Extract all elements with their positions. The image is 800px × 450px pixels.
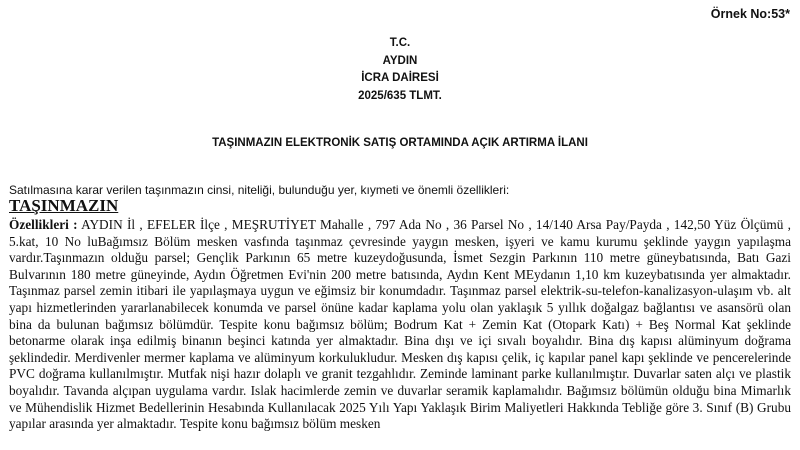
header-line-office: İCRA DAİRESİ — [361, 72, 439, 84]
features-label: Özellikleri : — [9, 217, 78, 232]
form-number: Örnek No:53* — [710, 7, 790, 21]
header-line-country: T.C. — [389, 37, 411, 49]
notice-title: TAŞINMAZIN ELEKTRONİK SATIŞ ORTAMINDA AÇIK ARTIRMA İLANI — [212, 137, 588, 149]
intro-text: Satılmasına karar verilen taşınmazın cinsi, niteliği, bulunduğu yer, kıymeti ve önemli özellikleri: — [9, 183, 510, 197]
header-line-file-number: 2025/635 TLMT. — [358, 89, 442, 102]
document-header — [0, 35, 800, 105]
property-features-paragraph — [9, 217, 791, 433]
features-text: AYDIN İl , EFELER İlçe , MEŞRUTİYET Mahalle , 797 Ada No , 36 Parsel No , 14/140 Arsa Pay/Payda , 142,50 Yüz Ölçümü , 5.kat, 10 No luBağımsız Bölüm mesken vasfında taşınmaz çevresinde yaygın mesken, işyeri ve kamu kurumu şeklinde yaygın yapılaşma vardır.Taşınmazın olduğu parsel; Gençlik Parkının 65 metre kuzeydoğusunda, İsmet Sezgin Parkının 110 metre güneybatısında, Batı Gazi Bulvarının 180 metre güneyinde, Aydın Öğretmen Evi'nin 200 metre batısında, Aydın Kent MEydanın 1,10 km kuzeybatısında yer almaktadır. Taşınmaz parsel zemin itibari ile yapılaşmaya uygun ve eğimsiz bir konumdadır. Taşınmaz parsel elektrik-su-telefon-kanalizasyon-ulaşım vb. alt yapı hizmetlerinden yararlanabilecek konumda ve parsel önüne kadar kaplama yolu olan yaklaşık 5 yıllık doğalgaz bağlantısı ve asansörü olan bina da bulunan bağımsız bölümdür. Tespite konu bağımsız bölüm; Bodrum Kat + Zemin Kat (Otopark Katı) + Beş Normal Kat şeklinde betonarme olarak inşa edilmiş binanın beşinci katında yer almaktadır. Bina dışı ve içi sıvalı boyalıdır. Bina dış kapısı alüminyum doğrama şeklindedir. Merdivenler mermer kaplama ve alüminyum korkulukludur. Mesken dış kapısı çelik, iç kapılar panel kapı şeklinde ve pencerelerinde PVC doğrama kullanılmıştır. Mutfak nişi hazır dolaplı ve granit tezgahlıdır. Zeminde laminant parke kullanılmıştır. Duvarlar saten alçı ve plastik boyalıdır. Tavanda alçıpan uygulama vardır. Islak hacimlerde zemin ve duvarlar seramik kaplamalıdır. Bağımsız bölümün olduğu bina Mimarlık ve Mühendislik Hizmet Bedellerinin Hesabında Kullanılacak 2025 Yılı Yapı Yaklaşık Birim Maliyetleri Hakkında Tebliğe göre 3. Sınıf (B) Grubu yapılar arasında yer almaktadır. Tespite konu bağımsız bölüm mesken — [9, 217, 792, 432]
section-heading: TAŞINMAZIN — [9, 196, 119, 215]
header-line-city: AYDIN — [382, 54, 418, 67]
